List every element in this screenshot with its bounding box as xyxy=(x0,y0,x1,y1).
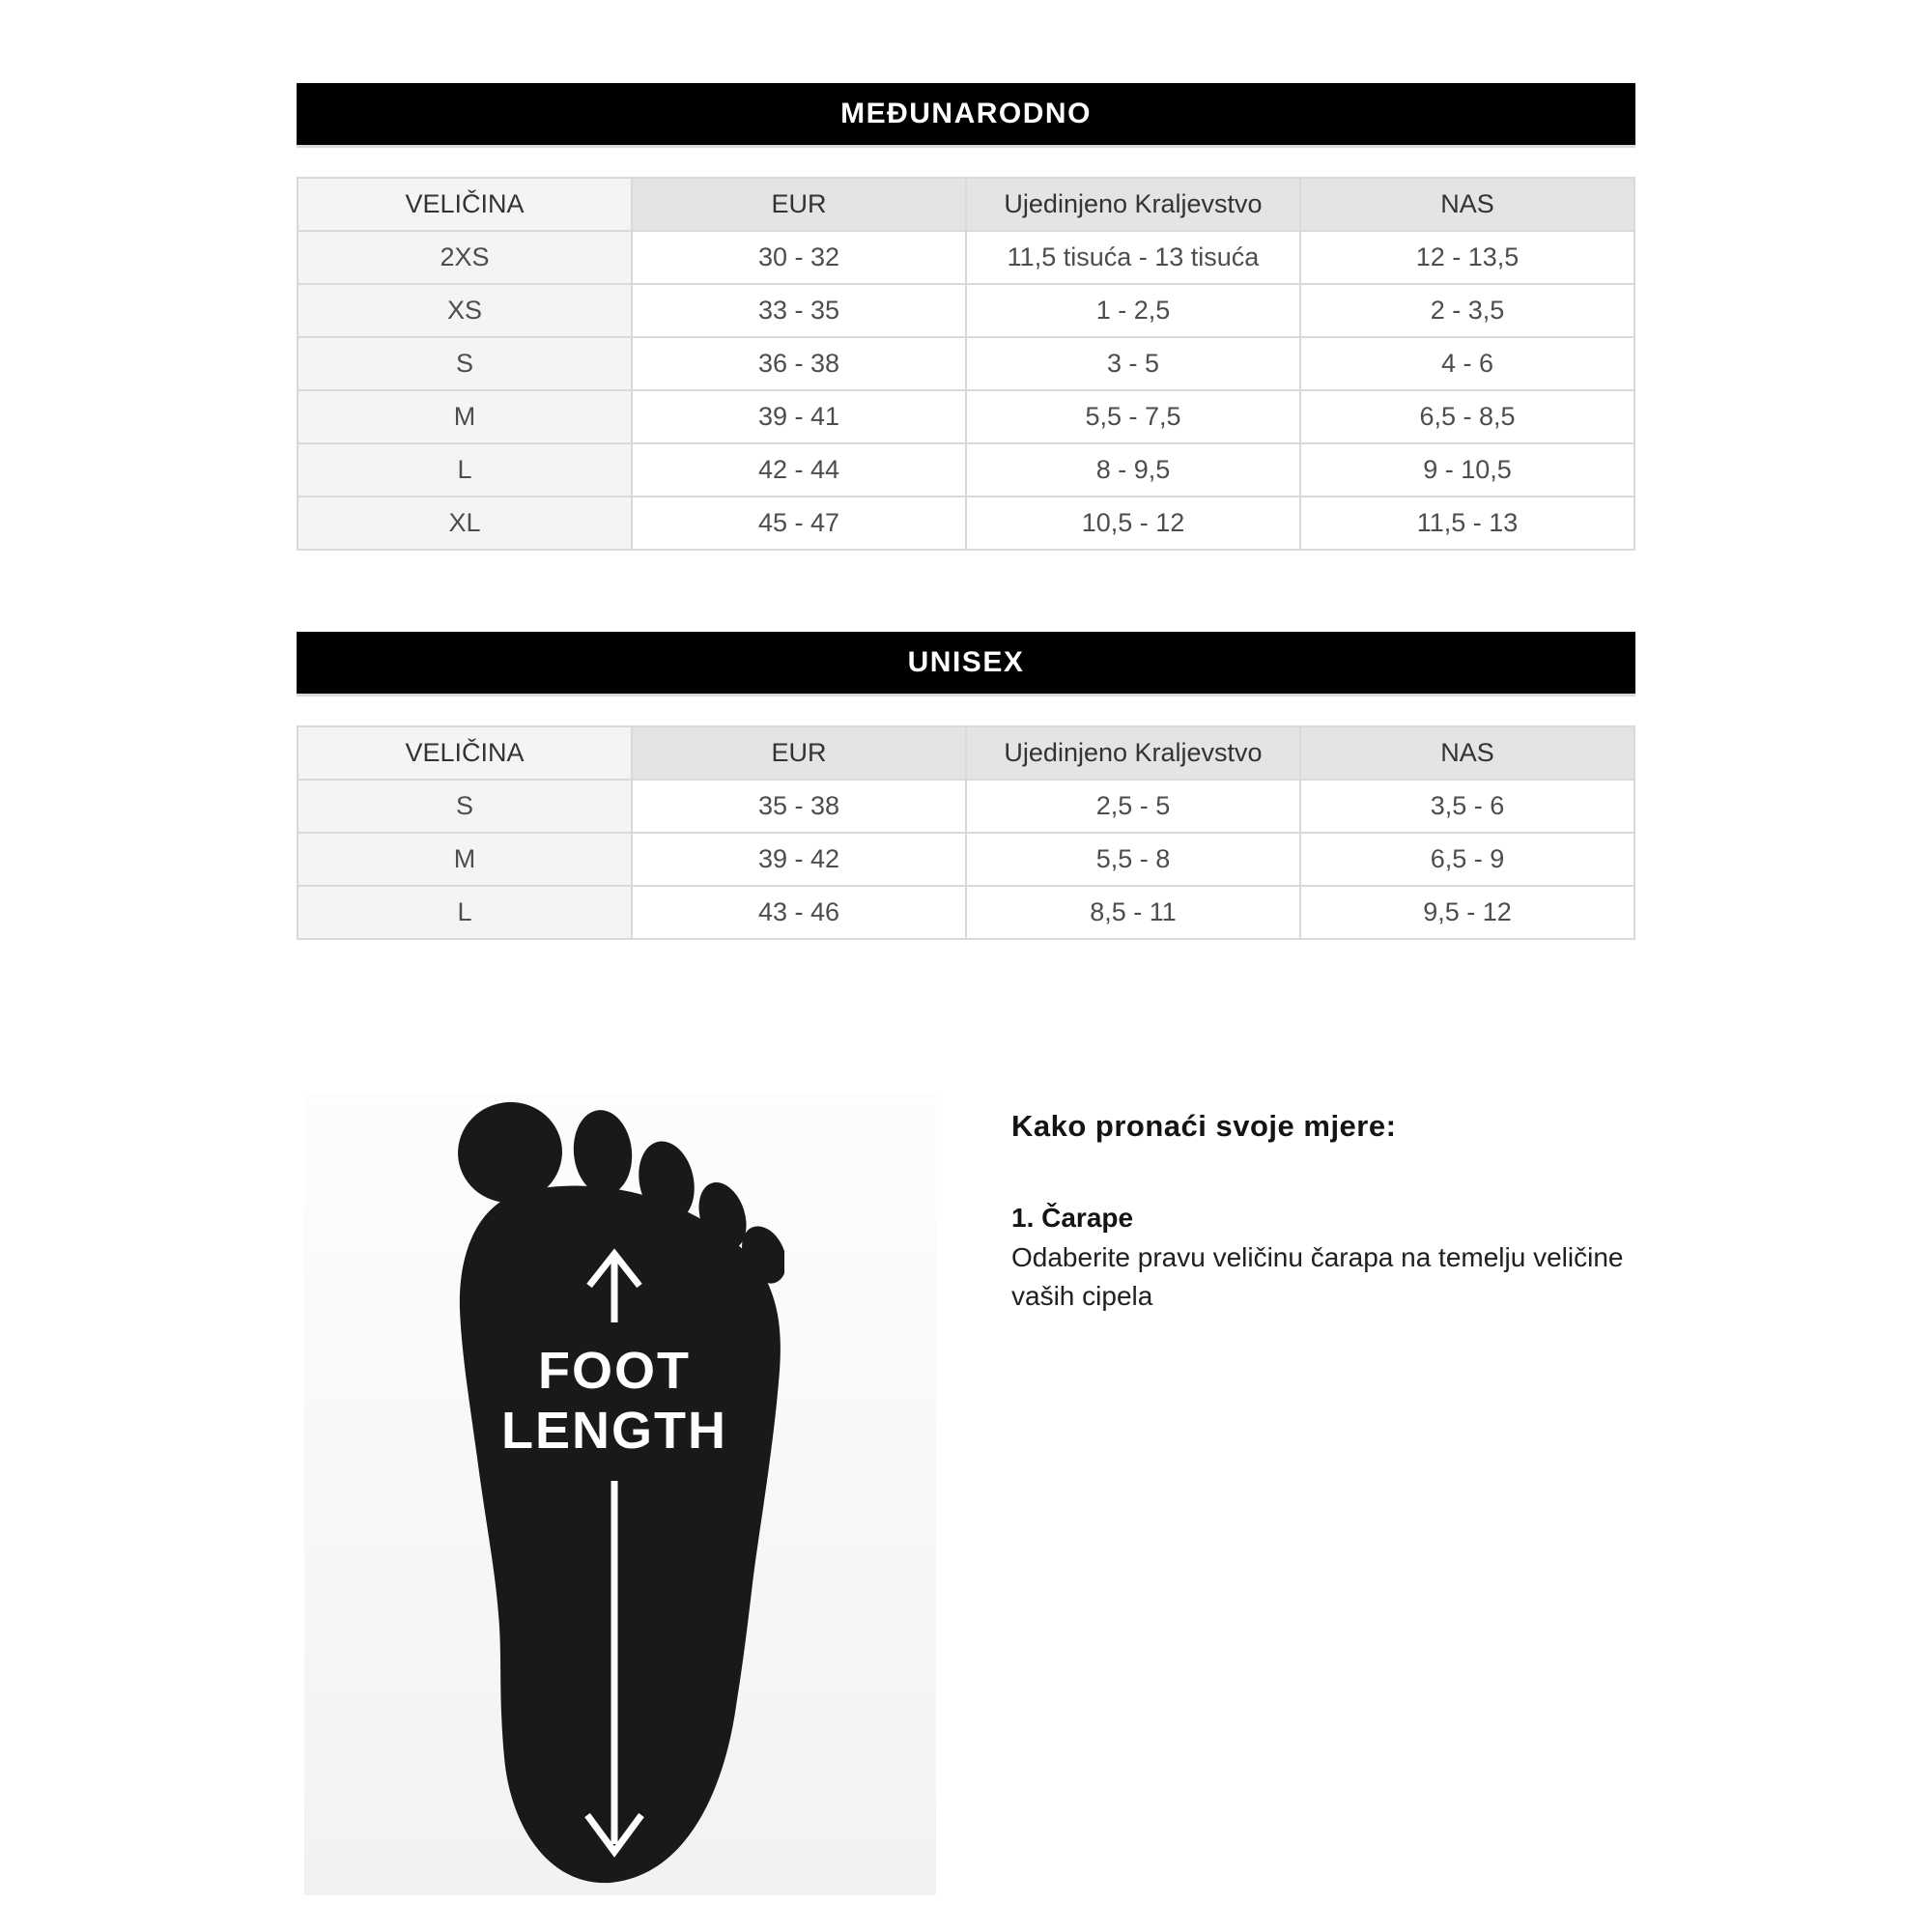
size-value-cell: 33 - 35 xyxy=(632,284,966,337)
size-label-cell: S xyxy=(298,337,632,390)
table-row xyxy=(298,833,1634,886)
size-value-cell: 9,5 - 12 xyxy=(1300,886,1634,939)
section-title-bar-international xyxy=(297,83,1635,145)
size-value-cell: 6,5 - 8,5 xyxy=(1300,390,1634,443)
table-row xyxy=(298,780,1634,833)
foot-length-label-line2: LENGTH xyxy=(501,1402,727,1460)
size-value-cell: 2,5 - 5 xyxy=(966,780,1300,833)
section-title-international: MEĐUNARODNO xyxy=(840,98,1092,129)
section-title-unisex: UNISEX xyxy=(907,646,1025,678)
size-value-cell: 10,5 - 12 xyxy=(966,497,1300,550)
size-value-cell: 11,5 tisuća - 13 tisuća xyxy=(966,231,1300,284)
size-label-cell: S xyxy=(298,780,632,833)
table-row xyxy=(298,497,1634,550)
table-row xyxy=(298,284,1634,337)
size-value-cell: 12 - 13,5 xyxy=(1300,231,1634,284)
column-header: EUR xyxy=(632,726,966,780)
table-header-row xyxy=(298,178,1634,231)
size-value-cell: 39 - 42 xyxy=(632,833,966,886)
size-table-unisex xyxy=(297,725,1635,940)
size-value-cell: 9 - 10,5 xyxy=(1300,443,1634,497)
size-value-cell: 39 - 41 xyxy=(632,390,966,443)
measurement-instructions xyxy=(1011,1094,1635,1317)
size-label-cell: L xyxy=(298,886,632,939)
foot-diagram-svg xyxy=(456,1102,784,1889)
table-header-row xyxy=(298,726,1634,780)
column-header: NAS xyxy=(1300,726,1634,780)
size-value-cell: 11,5 - 13 xyxy=(1300,497,1634,550)
column-header: Ujedinjeno Kraljevstvo xyxy=(966,178,1300,231)
size-label-cell: XS xyxy=(298,284,632,337)
size-value-cell: 5,5 - 8 xyxy=(966,833,1300,886)
table-row xyxy=(298,390,1634,443)
foot-length-label-line1: FOOT xyxy=(538,1342,691,1400)
guide-step-title: 1. Čarape xyxy=(1011,1202,1134,1233)
size-label-cell: M xyxy=(298,390,632,443)
column-header: VELIČINA xyxy=(298,726,632,780)
table-row xyxy=(298,231,1634,284)
size-value-cell: 3,5 - 6 xyxy=(1300,780,1634,833)
size-table-international xyxy=(297,177,1635,551)
size-value-cell: 1 - 2,5 xyxy=(966,284,1300,337)
size-value-cell: 4 - 6 xyxy=(1300,337,1634,390)
size-value-cell: 30 - 32 xyxy=(632,231,966,284)
size-guide-content xyxy=(297,0,1635,1895)
size-label-cell: 2XS xyxy=(298,231,632,284)
table-row xyxy=(298,886,1634,939)
table-row xyxy=(298,337,1634,390)
size-value-cell: 6,5 - 9 xyxy=(1300,833,1634,886)
column-header: EUR xyxy=(632,178,966,231)
table-row xyxy=(298,443,1634,497)
size-value-cell: 3 - 5 xyxy=(966,337,1300,390)
size-value-cell: 35 - 38 xyxy=(632,780,966,833)
size-label-cell: M xyxy=(298,833,632,886)
foot-silhouette xyxy=(456,1102,784,1883)
column-header: Ujedinjeno Kraljevstvo xyxy=(966,726,1300,780)
foot-length-illustration xyxy=(304,1094,936,1895)
guide-step-body: Odaberite pravu veličinu čarapa na temelju veličine vaših cipela xyxy=(1011,1241,1624,1312)
size-value-cell: 8 - 9,5 xyxy=(966,443,1300,497)
size-value-cell: 8,5 - 11 xyxy=(966,886,1300,939)
size-label-cell: XL xyxy=(298,497,632,550)
guide-heading: Kako pronaći svoje mjere: xyxy=(1011,1109,1397,1143)
size-value-cell: 45 - 47 xyxy=(632,497,966,550)
size-label-cell: L xyxy=(298,443,632,497)
size-value-cell: 42 - 44 xyxy=(632,443,966,497)
size-value-cell: 2 - 3,5 xyxy=(1300,284,1634,337)
measurement-guide-section xyxy=(297,1094,1635,1895)
size-value-cell: 36 - 38 xyxy=(632,337,966,390)
size-value-cell: 5,5 - 7,5 xyxy=(966,390,1300,443)
size-value-cell: 43 - 46 xyxy=(632,886,966,939)
section-title-bar-unisex xyxy=(297,632,1635,694)
column-header: NAS xyxy=(1300,178,1634,231)
column-header: VELIČINA xyxy=(298,178,632,231)
